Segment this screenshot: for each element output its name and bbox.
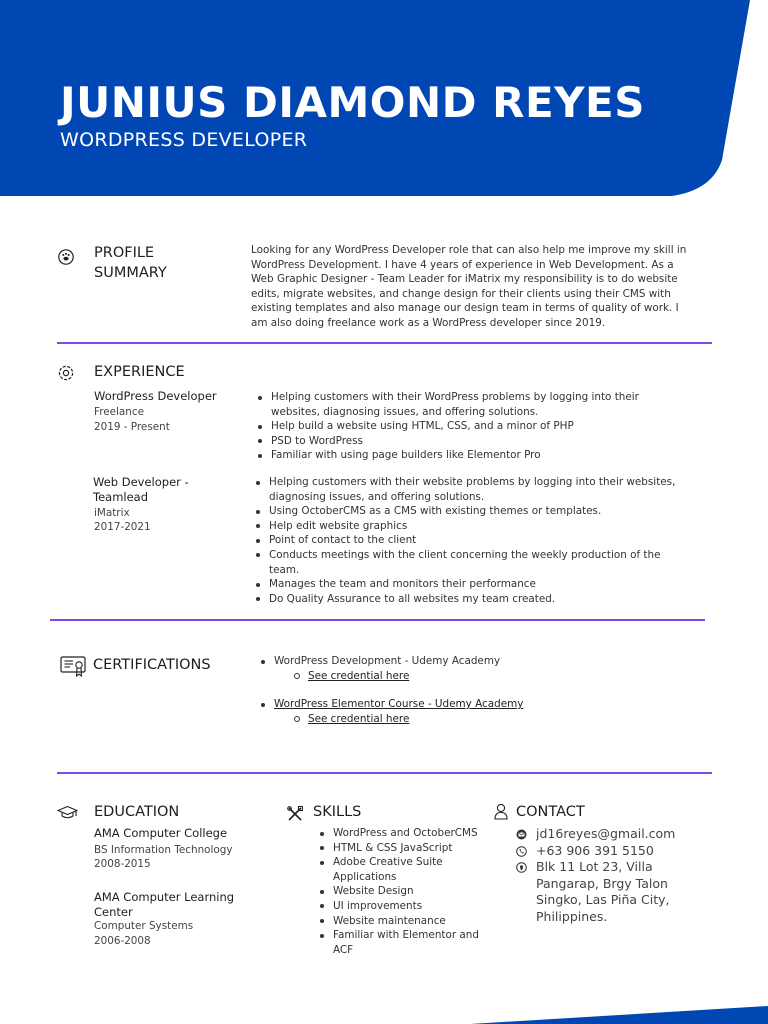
location-pin-icon xyxy=(516,862,527,873)
section-divider xyxy=(50,619,705,621)
profile-heading-line1: PROFILE xyxy=(94,245,155,261)
profile-heading-line2: SUMMARY xyxy=(94,265,167,281)
summary-line: edits, migrate websites, and change design for their clients using their CMS with xyxy=(251,287,671,300)
section-divider xyxy=(57,342,712,344)
list-item: Helping customers with their website problems by logging into their websites, diagnosing issues, and offering solutions. xyxy=(254,475,714,504)
experience-heading: EXPERIENCE xyxy=(94,364,185,380)
list-item: WordPress and OctoberCMS xyxy=(318,826,498,841)
list-item xyxy=(259,654,679,683)
list-item: Do Quality Assurance to all websites my team created. xyxy=(254,592,714,607)
list-item xyxy=(259,697,679,726)
job-company: Freelance xyxy=(94,406,144,418)
certificate-icon xyxy=(60,656,86,678)
school-degree: Computer Systems xyxy=(94,920,194,932)
list-item: Website Design xyxy=(318,884,498,899)
school-name: AMA Computer College xyxy=(94,826,228,840)
certification-name: WordPress Development - Udemy Academy xyxy=(274,655,501,667)
tools-icon xyxy=(287,806,303,822)
job-period: 2019 - Present xyxy=(94,421,170,433)
list-item: Helping customers with their WordPress problems by logging into their websites, diagnosing issues, and offering solutions. xyxy=(256,390,706,419)
candidate-name: JUNIUS DIAMOND REYES xyxy=(60,78,645,127)
list-item: Using OctoberCMS as a CMS with existing themes or templates. xyxy=(254,504,714,519)
job-bullets xyxy=(256,390,706,463)
email-icon xyxy=(516,829,527,840)
footer-accent xyxy=(0,1006,768,1024)
candidate-title: WORDPRESS DEVELOPER xyxy=(60,129,308,151)
list-item: Point of contact to the client xyxy=(254,533,714,548)
list-item: PSD to WordPress xyxy=(256,434,706,449)
see-credential-link[interactable]: See credential here xyxy=(308,669,410,682)
school-period: 2006-2008 xyxy=(94,935,151,947)
certifications-heading: CERTIFICATIONS xyxy=(93,657,211,673)
contact-heading: CONTACT xyxy=(516,804,585,820)
list-item: Adobe Creative Suite Applications xyxy=(318,855,498,884)
skills-list xyxy=(318,826,498,957)
job-title: Web Developer - Teamlead xyxy=(93,475,189,504)
job-period: 2017-2021 xyxy=(94,521,151,533)
list-item: Familiar with Elementor and ACF xyxy=(318,928,498,957)
summary-line: Looking for any WordPress Developer role that can also help me improve my skill in xyxy=(251,244,687,256)
list-item: Familiar with using page builders like Elementor Pro xyxy=(256,448,706,463)
summary-line: Web Graphic Designer - Team Leader for iMatrix my responsibility is to do website xyxy=(251,273,678,286)
list-item: Conducts meetings with the client concerning the weekly production of the team. xyxy=(254,548,714,577)
email-link[interactable]: jd16reyes@gmail.com xyxy=(536,826,676,841)
address-text: Blk 11 Lot 23, Villa Pangarap, Brgy Talon Singko, Las Piña City, Philippines. xyxy=(536,859,670,924)
summary-line: existing templates and also manage our design team in terms of quality of work. I xyxy=(251,302,679,315)
paw-icon xyxy=(57,248,75,266)
school-name: AMA Computer Learning Center xyxy=(94,890,235,919)
summary-line: am also doing freelance work as a WordPress developer since 2019. xyxy=(251,316,606,329)
gear-icon xyxy=(57,364,75,382)
certification-name-link[interactable]: WordPress Elementor Course - Udemy Academy xyxy=(274,698,524,711)
certification-list xyxy=(259,654,679,726)
list-item: UI improvements xyxy=(318,899,498,914)
education-heading: EDUCATION xyxy=(94,804,180,820)
school-degree: BS Information Technology xyxy=(94,844,233,856)
summary-line: WordPress Development. I have 4 years of experience in Web Development. As a xyxy=(251,258,674,271)
graduation-cap-icon xyxy=(57,805,78,820)
list-item: Website maintenance xyxy=(318,914,498,929)
list-item: Help build a website using HTML, CSS, and a minor of PHP xyxy=(256,419,706,434)
list-item: Help edit website graphics xyxy=(254,519,714,534)
skills-heading: SKILLS xyxy=(313,804,362,820)
list-item: Manages the team and monitors their performance xyxy=(254,577,714,592)
see-credential-link[interactable]: See credential here xyxy=(308,712,410,725)
job-title: WordPress Developer xyxy=(94,389,217,403)
section-divider xyxy=(57,772,712,774)
list-item: HTML & CSS JavaScript xyxy=(318,841,498,856)
profile-summary-text xyxy=(251,243,701,331)
person-icon xyxy=(494,803,508,820)
job-company: iMatrix xyxy=(94,507,130,519)
job-bullets xyxy=(254,475,714,606)
phone-icon xyxy=(516,846,527,857)
school-period: 2008-2015 xyxy=(94,858,151,870)
profile-heading xyxy=(94,243,167,283)
phone-number: +63 906 391 5150 xyxy=(536,843,654,858)
